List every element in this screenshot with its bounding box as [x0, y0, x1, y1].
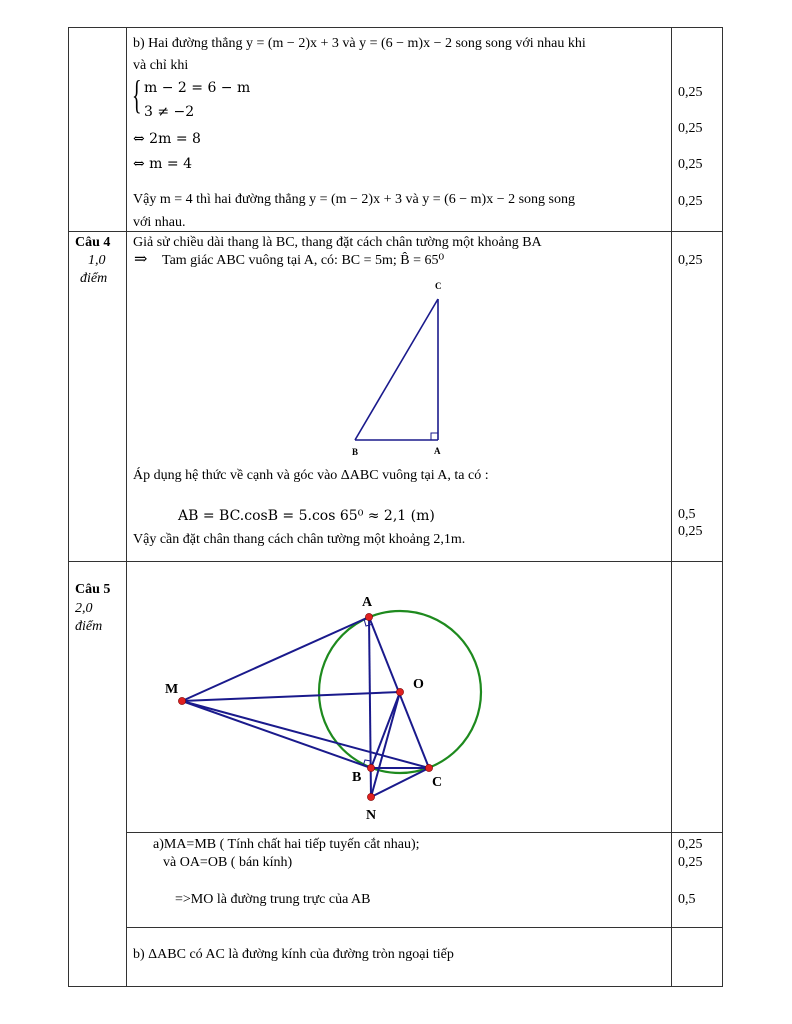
score: 0,5 [678, 507, 696, 522]
question-unit: điểm [75, 619, 103, 634]
q5a-line3: =>MO là đường trung trực của AB [175, 892, 371, 907]
conclusion-line1: Vậy m = 4 thì hai đường thẳng y = (m − 2)x + 3 và y = (6 − m)x − 2 song song [133, 192, 575, 207]
score: 0,25 [678, 85, 703, 100]
system-eq1: m − 2 = 6 − m [144, 80, 251, 96]
q4-line3: Áp dụng hệ thức về cạnh và góc vào ΔABC vuông tại A, ta có : [133, 468, 489, 483]
conclusion-line2: với nhau. [133, 215, 186, 230]
q4-line2: Tam giác ABC vuông tại A, có: BC = 5m; B̂ = 65⁰ [162, 253, 445, 268]
row-line-top [68, 27, 723, 28]
score: 0,25 [678, 837, 703, 852]
point-c [425, 764, 432, 771]
point-n [367, 793, 374, 800]
point-label-a: A [362, 595, 373, 610]
score: 0,25 [678, 253, 703, 268]
question-points: 2,0 [75, 601, 93, 616]
side-bc [355, 299, 438, 440]
score: 0,25 [678, 855, 703, 870]
row-line-4 [126, 927, 723, 928]
col-line-3 [671, 27, 672, 987]
part-b-line2: và chỉ khi [133, 58, 189, 73]
system-eq2: 3 ≠ −2 [144, 104, 195, 120]
q5a-line1: a)MA=MB ( Tính chất hai tiếp tuyến cắt nhau); [153, 837, 420, 852]
q5b-line1: b) ΔABC có AC là đường kính của đường tròn ngoại tiếp [133, 947, 454, 962]
score: 0,25 [678, 121, 703, 136]
question-unit: điểm [80, 271, 108, 286]
row-line-2 [68, 561, 723, 562]
segment-ma [182, 617, 369, 701]
point-label-o: O [413, 677, 424, 692]
segment-mo [182, 692, 400, 701]
row-line-bottom [68, 986, 723, 987]
vertex-label-c: C [435, 281, 442, 291]
score: 0,25 [678, 524, 703, 539]
vertex-label-a: A [434, 446, 441, 456]
col-line-right [722, 27, 723, 987]
segment-mb [182, 701, 371, 768]
right-angle-mark [431, 433, 438, 440]
triangle-figure [340, 280, 460, 460]
point-label-c: C [432, 775, 443, 790]
q4-line1: Giả sử chiều dài thang là BC, thang đặt cách chân tường một khoảng BA [133, 235, 542, 250]
point-b [367, 764, 374, 771]
point-o [396, 688, 403, 695]
circle-figure [160, 590, 500, 825]
col-line-2 [126, 27, 127, 987]
col-line-left [68, 27, 69, 987]
row-line-3 [126, 832, 723, 833]
score: 0,5 [678, 892, 696, 907]
score: 0,25 [678, 157, 703, 172]
question-points: 1,0 [88, 253, 106, 268]
arrow-icon: ⇒ [134, 251, 148, 268]
point-label-n: N [366, 808, 377, 823]
system-brace: { [132, 72, 142, 117]
point-label-m: M [165, 682, 179, 697]
part-b-line1: b) Hai đường thẳng y = (m − 2)x + 3 và y = (6 − m)x − 2 song song với nhau khi [133, 36, 586, 51]
point-m [178, 697, 185, 704]
step-1: ⇔ 2m = 8 [133, 131, 201, 147]
segment-on [371, 692, 400, 797]
point-label-b: B [352, 770, 362, 785]
q5a-line2: và OA=OB ( bán kính) [163, 855, 293, 870]
question-label: Câu 5 [75, 582, 111, 597]
point-a [365, 613, 372, 620]
q4-formula: AB = BC.cosB = 5.cos 65⁰ ≈ 2,1 (m) [178, 508, 435, 524]
step-2: ⇔ m = 4 [133, 156, 192, 172]
vertex-label-b: B [352, 447, 359, 457]
question-label: Câu 4 [75, 235, 111, 250]
score: 0,25 [678, 194, 703, 209]
q4-conclusion: Vậy cần đặt chân thang cách chân tường một khoảng 2,1m. [133, 532, 466, 547]
